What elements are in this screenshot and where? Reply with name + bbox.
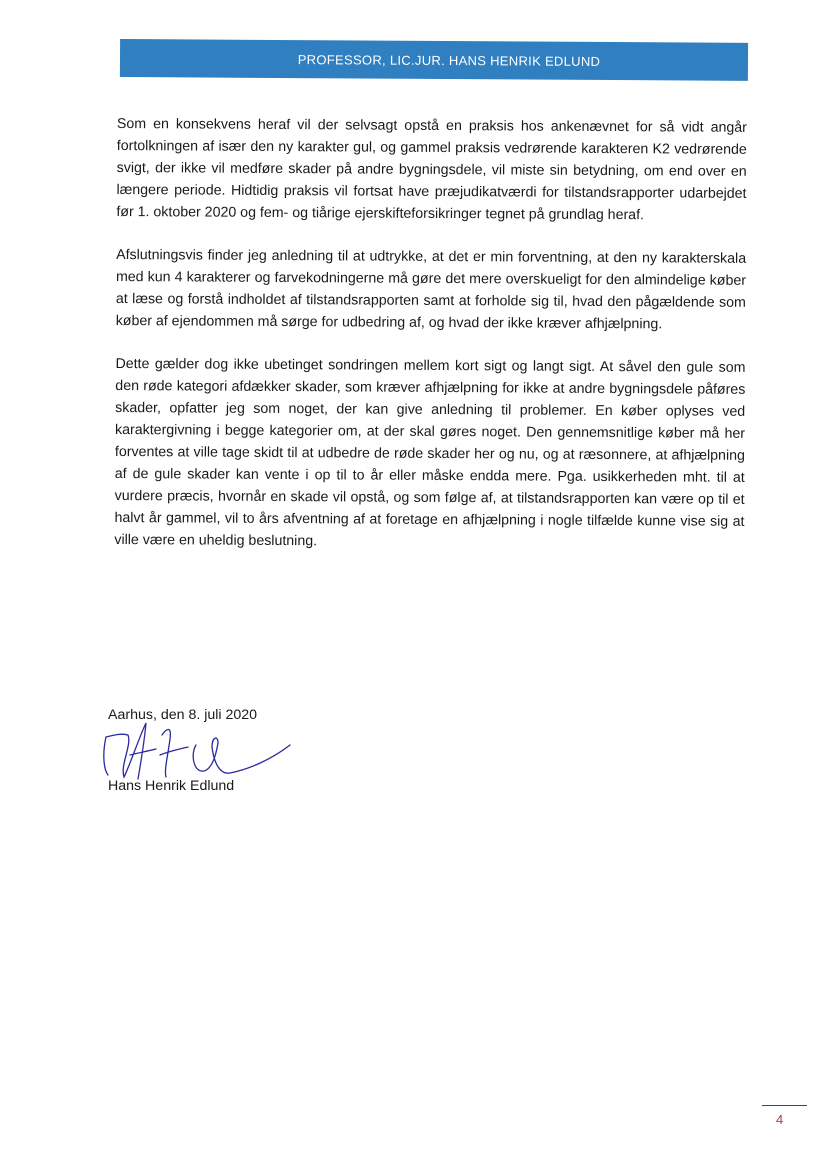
header-title: PROFESSOR, LIC.JUR. HANS HENRIK EDLUND [297, 51, 601, 69]
header-bar [120, 39, 748, 81]
place-date: Aarhus, den 8. juli 2020 [108, 707, 258, 723]
signature-block [108, 705, 368, 805]
paragraph-1: Som en konsekvens heraf vil der selvsagt opstå en praksis hos ankenævnet for så vidt angår fortolkningen af især den ny karakter gul, og gammel praksis vedrørende karakteren K2 vedrørende svigt, der ikke vil medføre skader på andre bygningsdele, vil miste sin betydning, om end over en længere periode. Hidtidig praksis vil fortsat have præjudikatværdi for tilstandsrapporter udarbejdet før 1. oktober 2020 og fem- og tiårige ejerskifteforsikringer tegnet på grundlag heraf. [116, 115, 747, 224]
footer-divider [762, 1105, 807, 1106]
page-number: 4 [776, 1112, 784, 1127]
paragraph-3: Dette gælder dog ikke ubetinget sondringen mellem kort sigt og langt sigt. At såvel den gule som den røde kategori afdækker skader, som kræver afhjælpning for ikke at andre bygningsdele påføres skader, opfatter jeg som noget, der kan give anledning til problemer. En køber oplyses ved karaktergivning i begge kategorier om, at der skal gøres noget. Den gennemsnitlige køber må her forventes at ville tage skidt til at udbedre de røde skader her og nu, og at ræsonnere, at afhjælpning af de gule skader kan vente i op til to år eller måske endda mere. Pga. usikkerheden mht. til at vurdere præcis, hvornår en skade vil opstå, og som følge af, at tilstandsrapporten kan være op til et halvt år gammel, vil to års afventning af at foretage en afhjælpning i nogle tilfælde kunne vise sig at ville være en uheldig beslutning. [114, 355, 746, 550]
signer-name: Hans Henrik Edlund [108, 778, 235, 794]
letter-body [114, 113, 747, 576]
handwritten-signature [100, 715, 310, 785]
paragraph-2: Afslutningsvis finder jeg anledning til at udtrykke, at det er min forventning, at den ny karakterskala med kun 4 karakterer og farvekodningerne må gøre det mere overskueligt for den almindelige køber at læse og forstå indholdet af tilstandsrapporten samt at forholde sig til, hvad den pågældende som køber af ejendommen må sørge for udbedring af, og hvad der ikke kræver afhjælpning. [115, 246, 747, 333]
